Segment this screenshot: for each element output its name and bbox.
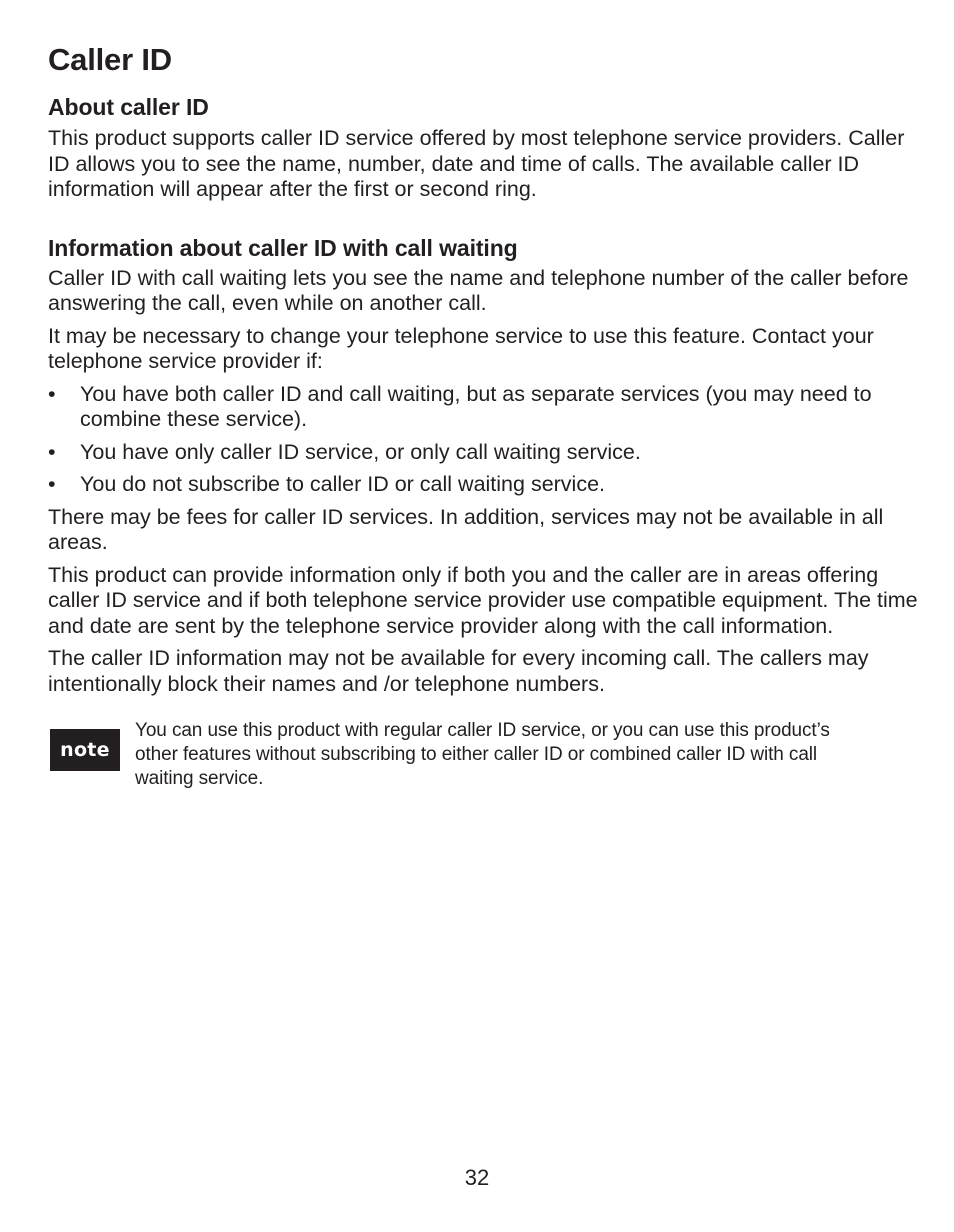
list-item-text: You have both caller ID and call waiting, but as separate services (you may need to combine these service). <box>80 381 872 431</box>
call-waiting-heading: Information about caller ID with call waiting <box>48 234 518 261</box>
fees-paragraph: There may be fees for caller ID services. In addition, services may not be available in all areas. <box>48 504 884 554</box>
page-title: Caller ID <box>48 42 172 77</box>
availability-paragraph: The caller ID information may not be available for every incoming call. The callers may intentionally block their names and /or telephone numbers. <box>48 646 869 696</box>
bullet-icon: • <box>48 381 56 406</box>
about-caller-id-heading: About caller ID <box>48 94 209 120</box>
requirements-list <box>48 382 918 498</box>
list-item-text: You do not subscribe to caller ID or call waiting service. <box>80 472 606 496</box>
list-item <box>48 472 918 498</box>
list-item <box>48 440 918 466</box>
note-icon: note <box>50 729 120 771</box>
page-content <box>48 40 918 799</box>
page-number: 32 <box>464 1165 490 1190</box>
list-item-text: You have only caller ID service, or only call waiting service. <box>80 439 641 464</box>
note-box <box>48 719 918 799</box>
note-text: You can use this product with regular caller ID service, or you can use this product’s other features without subscribing to either caller ID or combined caller ID with call waiting service. <box>135 720 830 789</box>
about-caller-id-paragraph: This product supports caller ID service offered by most telephone service providers. Caller ID allows you to see the name, number, date and time of calls. The available caller ID information will appear after the first or second ring. <box>48 126 905 201</box>
list-item <box>48 382 918 433</box>
call-waiting-contact: It may be necessary to change your telephone service to use this feature. Contact your telephone service provider if: <box>48 323 874 373</box>
bullet-icon: • <box>48 472 56 496</box>
call-waiting-intro: Caller ID with call waiting lets you see the name and telephone number of the caller before answering the call, even while on another call. <box>48 265 909 315</box>
compatibility-paragraph: This product can provide information only if both you and the caller are in areas offering caller ID service and if both telephone service provider use compatible equipment. The time and date are sent by the telephone service provider along with the call information. <box>48 562 918 638</box>
bullet-icon: • <box>48 439 56 464</box>
